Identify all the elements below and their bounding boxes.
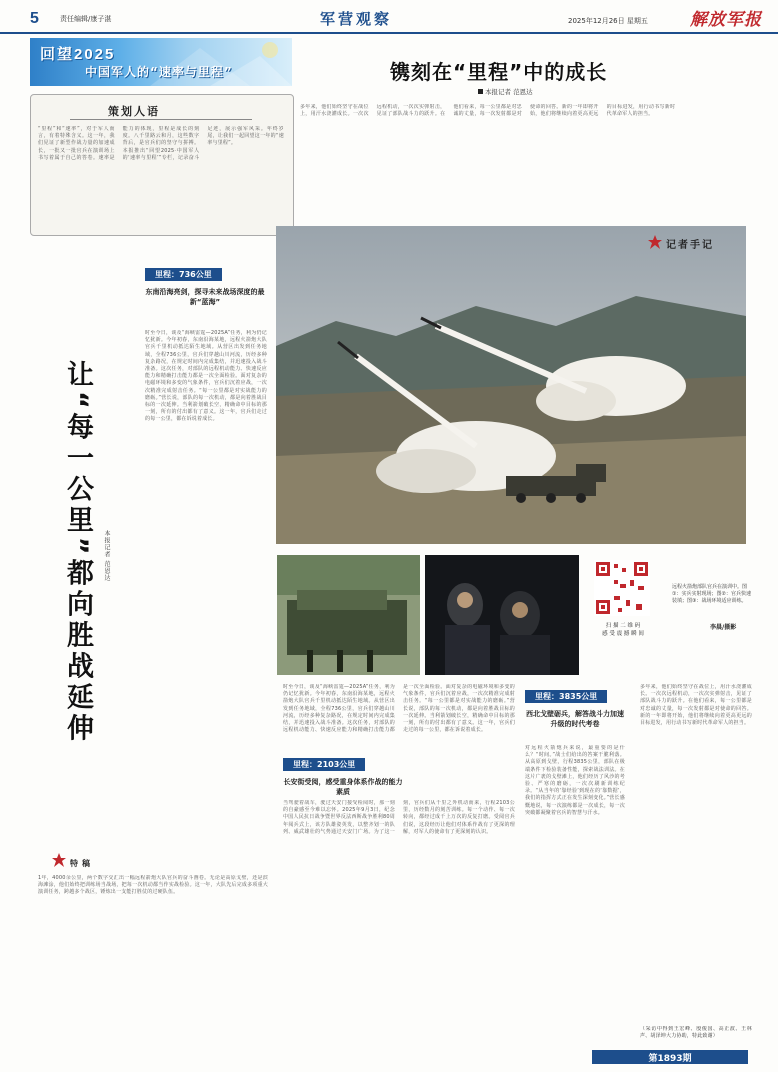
qr-code-icon: [594, 560, 650, 616]
star-icon: [52, 853, 66, 867]
mileage-sub-3835: 西北戈壁砺兵，解答战斗力加速升级的时代考卷: [526, 710, 624, 728]
issue-date: 2025年12月26日 星期五: [568, 17, 648, 25]
vehicle-image: [277, 555, 420, 675]
rocket-launch-photo: [276, 226, 746, 544]
qr-code[interactable]: [594, 560, 650, 616]
page-number: 5: [30, 10, 39, 27]
special-star-badge: [52, 852, 66, 871]
right-body-a: 对远程火箭炮兵来说，最重要的是什么？“时间。”战士们给出的答案干脆利落。从高原到戈壁，行程3835公里，部队在极端条件下检验装备性能，探索战法训法。在这片广袤的戈壁滩上，他们经历了风沙的考验、严寒的磨砺，一次次刷新训练纪录。“从当年的‘靠经验’到现在的‘靠数据’，我们的指挥方式正在发生深刻变化。”营长感慨地说，每一次演练都是一次成长，每一次突破都凝聚着官兵的智慧与汗水。: [525, 745, 625, 816]
bullet-square-icon: [478, 89, 483, 94]
mid-upper-text: 时至今日，谈及“海峡雷霆—2025A”任务，利为仍记忆犹新。今年初春，东南沿海某地，远程火箭炮大队官兵千里机动抵达陌生地域。从营区出发到任务地域，全程736公里，官兵们穿越山川河流，历经多种复杂路况，在规定时间内完成集结，并迅速投入战斗准备。这次任务，对部队的远程机动能力、快速反应能力和精确打击能力都是一次全面检验。面对复杂的电磁环境和多变的气象条件，官兵们沉着应战，一次次精准完成射击任务。“每一公里都是对实战能力的磨砺。”营长说，部队的每一次机动，都是向着胜战目标的一次延伸。当利箭划破长空，精确命中目标的那一刻，所有的付出都有了意义。这一年，官兵们走过的每一公里，都在诉说着成长。: [283, 684, 515, 734]
editorial-body: “里程”和“速率”，对于军人而言，有着特殊含义。这一年，我们见证了新型作战力量的加速成长，一批又一批官兵在演训场上书写着属于自己的答卷。速率是能力的体现，里程是成长的刻度。八千里路云和月，这些数字背后，是官兵们的坚守与拼搏。本报推出“回望2025·中国军人的‘速率与里程’”专栏，记录奋斗足迹，展示强军风采。年终岁尾，让我们一起回望这一年的“速率与里程”。: [38, 126, 284, 161]
mileage-label-2103: 里程：2103公里: [283, 758, 365, 771]
main-byline: [478, 87, 533, 96]
editor-line: 责任编辑/康子湛: [60, 15, 112, 23]
editorial-divider: [70, 119, 252, 120]
qr-label: 扫 描 二 维 码 感 受 震 撼 瞬 间: [602, 623, 644, 637]
right-lede-text: 多年来，他们始终坚守在战位上，用汗水浇灌成长。一次次远程机动，一次次实弹射击，见证了部队战斗力的跃升。在他们看来，每一公里都是对忠诚的丈量，每一次发射都是对使命的回答。新的一年即将开始，他们将继续向着更高更远的目标进发，用行动书写新时代革命军人的担当。: [300, 104, 676, 118]
mileage-sub-2103: 长安街受阅，感受重身体系作战的能力素质: [283, 778, 403, 796]
main-byline-text: 本报记者 范恩达: [485, 88, 533, 96]
night-soldiers-photo: [425, 555, 579, 675]
mileage-label-736: 里程：736公里: [145, 268, 222, 281]
left-body-text: 时至今日，谈及“海峡雷霆—2025A”任务，利为仍记忆犹新。今年初春，东南沿海某地，远程火箭炮大队官兵千里机动抵达陌生地域。从营区出发到任务地域，全程736公里，官兵们穿越山川河流，历经多种复杂路况，在规定时间内完成集结，并迅速投入战斗准备。这次任务，对部队的远程机动能力、快速反应能力和精确打击能力都是一次全面检验。面对复杂的电磁环境和多变的气象条件，官兵们沉着应战，一次次精准完成射击任务。“每一公里都是对实战能力的磨砺。”营长说，部队的每一次机动，都是向着胜战目标的一次延伸。当利箭划破长空，精确命中目标的那一刻，所有的付出都有了意义。这一年，官兵们走过的每一公里，都在诉说着成长。: [145, 330, 267, 423]
mid-body-text: 当驾驶着战车，驶过天安门接受检阅时，那一刻的自豪感至今难以忘怀。2025年9月3日，纪念中国人民抗日战争暨世界反法西斯战争胜利80周年阅兵式上，该方队雄姿英发，以整齐划一的队列、威武雄壮的气势通过天安门广场。为了这一刻，官兵们从千里之外机动而来，行程2103公里，历经数月的刻苦训练。每一个动作、每一次转向，都经过成千上万次的反复打磨。受阅官兵们说，这段经历让他们对体系作战有了更深的理解，对军人的使命有了更深刻的认识。: [283, 800, 515, 835]
mileage-block-736: [145, 262, 265, 307]
night-training-image: [425, 555, 579, 675]
left-byline: 本报记者 范恩达: [103, 530, 110, 582]
special-label: 特稿: [70, 859, 94, 868]
soldiers-vehicle-photo: [277, 555, 420, 675]
photographer-credit: 李晨/摄影: [710, 624, 737, 631]
mileage-block-2103: [283, 752, 403, 797]
star-icon: [648, 235, 662, 249]
mileage-sub-736: 东南沿海亮剑，探寻未来战场深度的最新“蓝海”: [145, 288, 265, 306]
right-body-b: 多年来，他们始终坚守在战位上，用汗水浇灌成长。一次次远程机动，一次次实弹射击，见证了部队战斗力的跃升。在他们看来，每一公里都是对忠诚的丈量，每一次发射都是对使命的回答。新的一年即将开始，他们将继续向着更高更远的目标进发，用行动书写新时代革命军人的担当。: [640, 684, 752, 727]
series-banner: [30, 38, 292, 86]
rocket-launch-image: [276, 226, 746, 544]
notes-title: 记者手记: [666, 240, 714, 251]
photo-caption: 远程火箭炮部队官兵在演训中。图①：实兵实射现场；图②：官兵快速装填；图③：战场环境适应训练。: [672, 584, 751, 604]
banner-line-1: 回望2025: [40, 46, 116, 63]
notes-star-badge: [648, 234, 662, 253]
mileage-block-3835: [525, 684, 625, 729]
editorial-title: 策划人语: [108, 105, 160, 118]
main-headline: 镌刻在“里程”中的成长: [390, 60, 608, 84]
issue-number: 第1893期: [648, 1054, 692, 1064]
newspaper-logo: 解放军报: [690, 10, 762, 30]
left-headline: 让“每一公里”都向胜战延伸: [62, 360, 93, 745]
mileage-label-3835: 里程：3835公里: [525, 690, 607, 703]
special-body-text: 1年，4000余公里，两个数字交汇出一幅远程箭炮大队官兵的奋斗画卷。无论是高原戈壁，还是滨海滩涂，他们始终把训练场当战场，把每一次机动都当作实战检验。这一年，大队先后完成多项重大演训任务，跨越多个战区，锤炼出一支能打胜仗的过硬队伍。: [38, 875, 268, 896]
credits-text: （采访中得到王宏峰、殷俊国、高正波、王林声、胡泽坤大力协助，特此致谢）: [640, 1026, 752, 1040]
section-title: 军营观察: [320, 10, 393, 28]
banner-line-2: 中国军人的“速率与里程”: [85, 65, 233, 79]
